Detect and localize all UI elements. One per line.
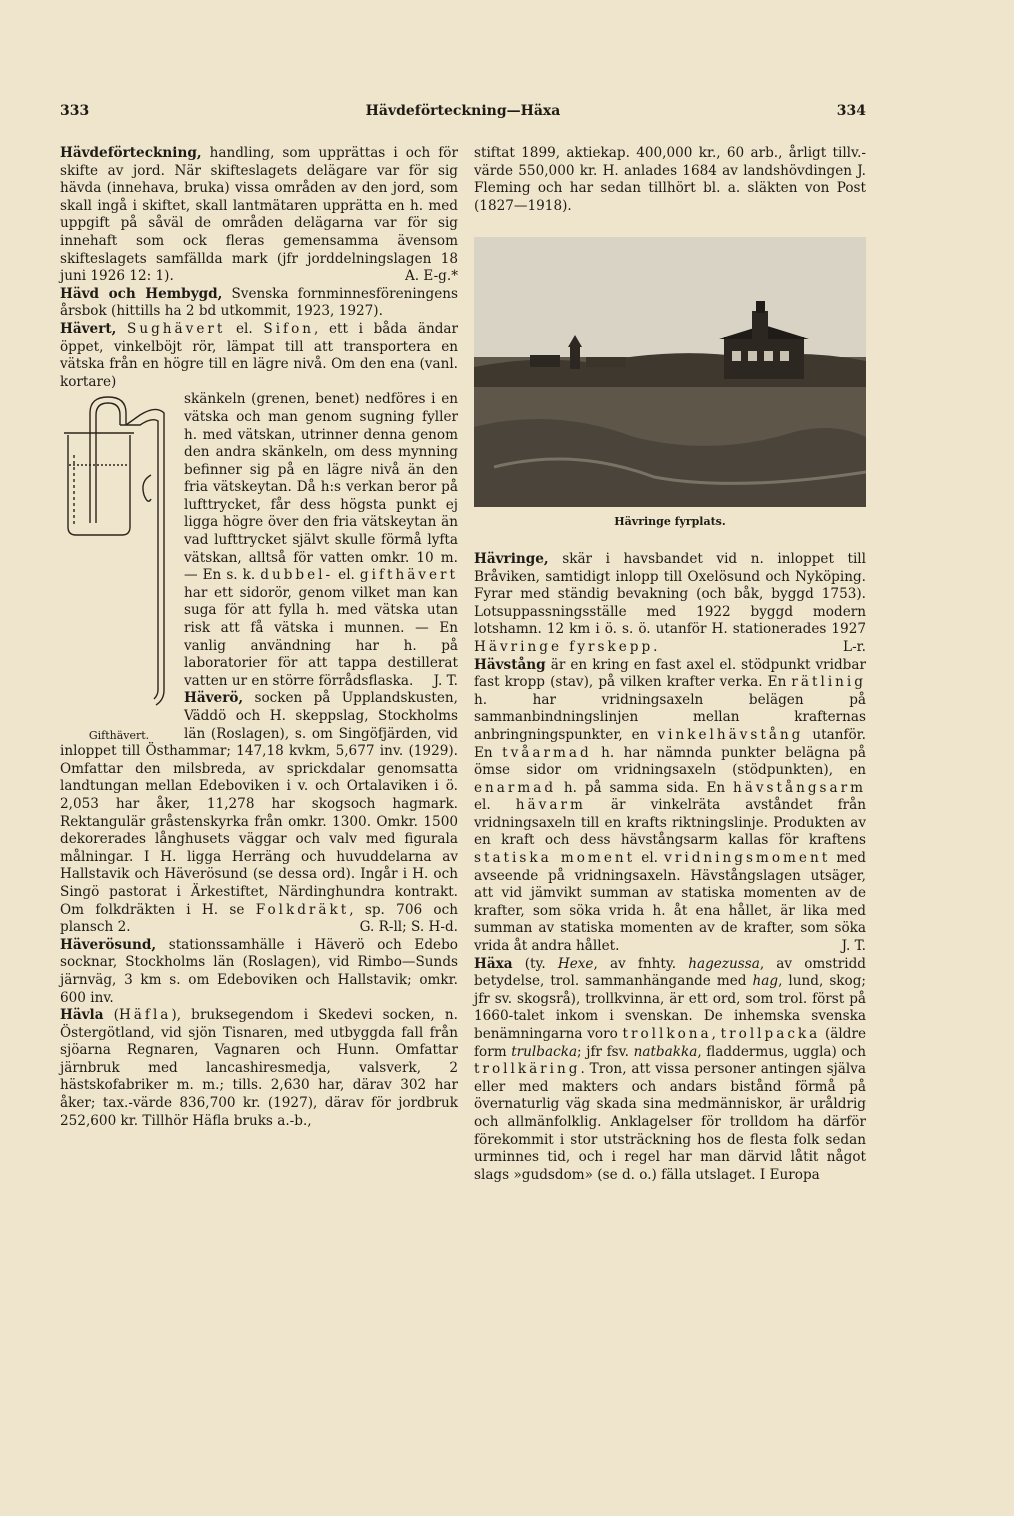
- spaced-term: dubbel-: [260, 567, 334, 584]
- headword: Hävert,: [60, 320, 117, 337]
- headword: Hävd och Hembygd,: [60, 285, 223, 302]
- author-sign: A. E-g.*: [404, 268, 458, 285]
- entry-text: h. har vridningsaxeln belägen på sammanbindningslinjen mellan krafternas anbringningspunkter, en: [474, 691, 866, 743]
- italic-term: trulbacka: [511, 1043, 578, 1060]
- running-title: Hävdeförteckning—Häxa: [365, 103, 561, 119]
- entry-text: utanför. En: [474, 726, 866, 761]
- entry-text: ; jfr fsv.: [577, 1043, 634, 1060]
- entry-text: , sp. 706 och plansch 2.: [60, 901, 458, 936]
- italic-term: Hexe: [557, 955, 594, 972]
- siphon-illustration: [60, 395, 178, 725]
- spaced-term: vinkelhävstång: [657, 726, 804, 743]
- entry-text: (äldre form: [474, 1026, 866, 1060]
- spaced-term: vridningsmoment: [664, 850, 831, 867]
- spaced-term: Sughävert: [127, 320, 226, 337]
- italic-term: natbakka: [633, 1043, 698, 1060]
- entry-text: el.: [474, 797, 516, 814]
- entry-havert: [60, 321, 458, 391]
- entry-text: ,: [711, 1026, 721, 1042]
- entry-text: ), bruksegendom i Skedevi socken, n. Östergötland, vid sjön Tisnaren, med utbyggda fall från sjöarna Regnaren, Vagnaren och Hunn. Omfattar järnbruk med lancashiresmedja, valsverk, 2 hästskofabriker m. m.; tills. 2,630 har, därav 302 har åker; tax.-värde 836,700 kr. (1927), därav för jordbruk 252,600 kr. Tillhör Häfla bruks a.-b.,: [60, 1007, 458, 1129]
- entry-text: skär i havsbandet vid n. inloppet till Bråviken, samtidigt inlopp till Oxelösund och Nyköping. Fyrar med ständig bevakning (och båk, byggd 1753). Lotsuppassningsställe med 1922 byggd modern lotshamn. 12 km i ö. s. ö. utanför H. stationerades 1927: [474, 550, 866, 638]
- entry-body: handling, som upprättas i och för skifte av jord. När skifteslagets delägare var för sig hävda (innehava, bruka) vissa områden av den jord, som skall ingå i skiftet, skall lantmätaren upprätta en h. med uppgift på såväl de områden delägarna var för sig innehaft som ock fleras gemensamma ävensom skifteslagets samfällda mark (jfr jorddelningslagen 18 juni 1926 12: 1).: [60, 145, 458, 285]
- entry-text: socken på Upplandskusten, Väddö och H. skeppslag, Stockholms län (Roslagen), s. om Singöfjärden, vid inloppet till Östhammar; 147,18 kvkm, 5,677 inv. (1929). Omfattar den milsbreda, av sprickdalar genomsatta landtungan mellan Edeboviken i v. och Ortalaviken i ö. 2,053 har åker, 11,278 har skogsoch hagmark. Rektangulär gråstenskyrka från omkr. 1300. Omkr. 1500 dekorerades långhusets väggar och valv med figurala målningar. I H. ligga Herräng och huvuddelarna av Hallstavik och Häverösund (se dessa ord). Ingår i H. och Singö pastorat i Ärkestiftet, Närdinghundra kontrakt. Om folkdräkten i H. se: [60, 690, 458, 918]
- entry-text: , av omstridd betydelse, trol. sammanhängande med: [474, 955, 866, 990]
- entry-text: h. har nämnda punkter belägna på ömse sidor om vridningsaxeln (stödpunkten), en: [474, 744, 866, 779]
- spaced-term: Hävringe fyrskepp.: [474, 638, 661, 655]
- headword: Häverösund,: [60, 936, 157, 953]
- lighthouse-photo: [474, 237, 866, 507]
- entry-body: Svenska fornminnesföreningens årsbok (hittills ha 2 bd utkommit, 1923, 1927).: [60, 285, 458, 320]
- entry-text: skänkeln (grenen, benet) nedföres i en vätska och man genom sugning fyller h. med vätskan, utrinner denna genom den andra skänkeln, om dess mynning befinner sig på en lägre nivå än den fria vätskeytan. Då h:s verkan beror på lufttrycket, får dess högsta punkt ej ligga högre över den fria vätskeytan än vad lufttrycket självt skulle förmå lyfta vätskan, alltså för vatten omkr. 10 m. — En s. k.: [184, 391, 458, 584]
- author-sign: G. R-ll; S. H-d.: [359, 919, 458, 936]
- entry-text: har ett sidorör, genom vilket man kan suga för att fylla h. med vätska utan risk att få vätska i munnen. — En vanlig användning har h. på laboratorier för att tappa destillerat vatten ur en större förrådsflaska.: [184, 584, 458, 689]
- entry-havringe: [474, 551, 866, 657]
- author-sign: L-r.: [843, 638, 866, 655]
- figure-caption: Gifthävert.: [88, 729, 150, 743]
- photo-illustration: [474, 237, 866, 507]
- entry-text: el.: [635, 850, 665, 867]
- spaced-term: Häfla: [118, 1007, 172, 1024]
- left-column: [60, 145, 458, 1130]
- spaced-term: trollpacka: [720, 1026, 821, 1042]
- entry-body: stationssamhälle i Häverö och Edebo socknar, Stockholms län (Roslagen), vid Rimbo—Sunds järnväg, 3 km s. om Edeboviken och Hallstavik; omkr. 600 inv.: [60, 936, 458, 1006]
- entry-havstang: [474, 657, 866, 956]
- siphon-figure: [60, 395, 178, 743]
- entry-text: med avseende på vridningsaxeln. Hävstångslagen utsäger, att vid jämvikt summan av statiska momenten av de krafter, som söka vrida h. åt ena hållet, är lika med summan av statiska momenten av de krafter, som söka vrida åt andra hållet.: [474, 850, 866, 955]
- entry-text: . Tron, att vissa personer antingen själva eller med makters och andars bistånd förmå på övernaturlig väg skada sina medmänniskor, är uråldrig och allmänfolklig. Anklagelser för trolldom ha därför förekommit i stor utsträckning hos de flesta folk sedan urminnes tid, och i regel har man därvid låtit något slags »gudsdom» (se d. o.) fälla utslaget. I Europa: [474, 1061, 866, 1183]
- entry-text: el.: [225, 320, 264, 337]
- entry-text: el.: [333, 567, 360, 584]
- spaced-term: Sifon: [263, 320, 315, 337]
- entry-havdeforteckning: [60, 145, 458, 286]
- spaced-term: hävstångsarm: [732, 779, 866, 796]
- entry-text: , lund, skog; jfr sv. skogsrå), trollkvinna, är ett ord, som trol. först på 1660-talet inkom i svenskan. De inhemska svenska benämningarna voro: [474, 973, 867, 1042]
- page-number-right: 334: [836, 103, 866, 119]
- page-header: [60, 103, 866, 123]
- spaced-term: enarmad: [474, 779, 557, 796]
- entry-text: (: [103, 1007, 119, 1024]
- headword: Hävringe,: [474, 550, 549, 567]
- entry-text: h. på samma sida. En: [556, 779, 733, 796]
- entry-text: är en kring en fast axel el. stödpunkt vridbar fast kropp (stav), på vilken krafter verka. En: [474, 656, 866, 691]
- entry-havla-continued: stiftat 1899, aktiekap. 400,000 kr., 60 arb., årligt tillv.-värde 550,000 kr. H. anlades 1684 av landshövdingen J. Fleming och har sedan tillhört bl. a. släkten von Post (1827—1918).: [474, 145, 866, 214]
- spaced-term: rätlinig: [791, 674, 866, 691]
- spaced-term: tvåarmad: [502, 744, 592, 761]
- entry-text: , fladdermus, uggla) och: [697, 1043, 866, 1060]
- entry-havd-hembygd: [60, 286, 458, 321]
- italic-term: hag: [752, 973, 779, 990]
- italic-term: hagezussa: [688, 955, 760, 972]
- entry-text: (ty.: [512, 955, 558, 972]
- entry-havla: [60, 1007, 458, 1130]
- headword: Hävdeförteckning,: [60, 145, 202, 161]
- entry-text: är vinkelräta avståndet från vridningsaxeln till en krafts riktningslinje. Produkten av en kraft och dess hävstångsarm kallas för kraftens: [474, 797, 866, 849]
- spaced-term: Folkdräkt: [255, 901, 350, 918]
- headword: Häverö,: [184, 690, 244, 707]
- headword: Hävstång: [474, 656, 546, 673]
- entry-text: , av fnhty.: [593, 955, 689, 972]
- entry-text: , ett i båda ändar öppet, vinkelböjt rör, lämpat till att transportera en vätska från en högre till en lägre nivå. Om den ena (vanl. kortare): [60, 320, 459, 390]
- entry-haxa: [474, 956, 866, 1185]
- spaced-term: trollkona: [622, 1026, 712, 1042]
- author-sign: J. T.: [841, 938, 866, 955]
- spaced-term: hävarm: [515, 797, 586, 814]
- headword: Häxa: [474, 955, 513, 972]
- author-sign: J. T.: [433, 672, 458, 689]
- photo-caption: Hävringe fyrplats.: [614, 515, 726, 529]
- spaced-term: gifthävert: [359, 567, 458, 584]
- right-column: [474, 145, 866, 1184]
- page-number-left: 333: [60, 103, 90, 119]
- spaced-term: statiska moment: [474, 850, 636, 867]
- spaced-term: trollkäring: [474, 1061, 581, 1078]
- headword: Hävla: [60, 1007, 104, 1024]
- entry-haverosund: [60, 937, 458, 1007]
